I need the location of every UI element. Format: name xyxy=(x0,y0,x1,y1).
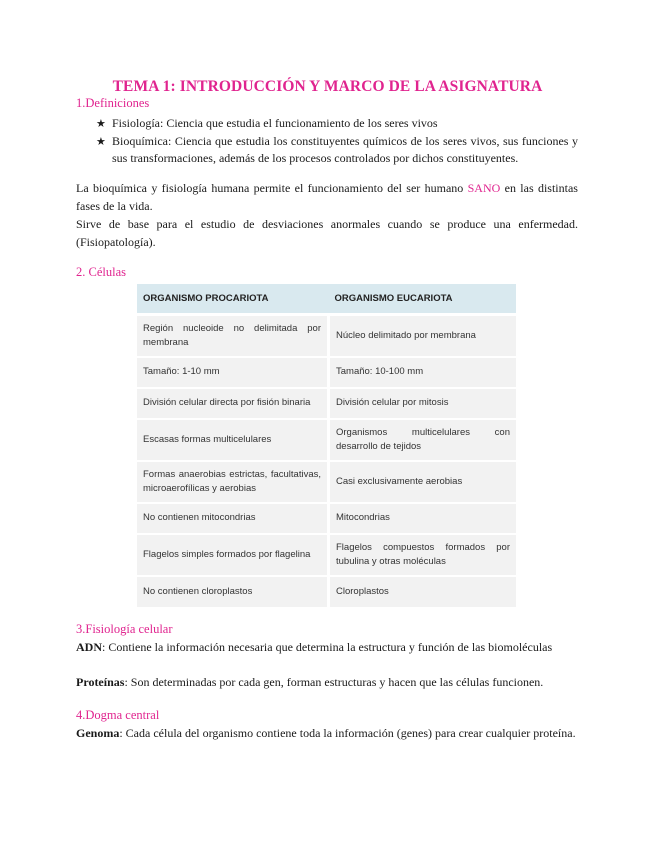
table-cell: Cloroplastos xyxy=(329,576,517,607)
paragraph-fisiopatologia: Sirve de base para el estudio de desviaciones anormales cuando se produce una enfermedad. (Fisiopatología). xyxy=(76,217,578,249)
table-header-row xyxy=(137,284,516,315)
table-row xyxy=(137,576,516,607)
table-row xyxy=(137,419,516,461)
table-cell: Organismos multicelulares con desarrollo de tejidos xyxy=(329,419,517,461)
table-row xyxy=(137,388,516,419)
section-heading-dogma-central: 4.Dogma central xyxy=(76,708,160,722)
definition-fisiologia: Fisiología: Ciencia que estudia el funcionamiento de los seres vivos xyxy=(112,116,438,130)
section-heading-celulas: 2. Células xyxy=(76,265,126,279)
sano-highlight: SANO xyxy=(467,181,501,195)
table-cell: Formas anaerobias estrictas, facultativas, microaerofílicas y aerobias xyxy=(137,461,329,503)
table-cell: Flagelos compuestos formados por tubulina y otras moléculas xyxy=(329,534,517,576)
table-cell: Tamaño: 10-100 mm xyxy=(329,357,517,388)
table-cell: División celular por mitosis xyxy=(329,388,517,419)
table-cell: No contienen mitocondrias xyxy=(137,503,329,534)
section-heading-definiciones: 1.Definiciones xyxy=(76,96,150,110)
cell-comparison-table xyxy=(137,284,516,607)
paragraph-proteinas xyxy=(76,674,578,692)
paragraph-adn xyxy=(76,639,578,657)
text-segment: : Contiene la información necesaria que determina la estructura y función de las biomoléculas xyxy=(102,640,553,654)
header-eucariota: ORGANISMO EUCARIOTA xyxy=(329,284,517,315)
table-cell: Región nucleoide no delimitada por membrana xyxy=(137,315,329,357)
text-segment: : Cada célula del organismo contiene toda la información (genes) para crear cualquier proteína. xyxy=(119,726,576,740)
table-row xyxy=(137,461,516,503)
table-cell: Casi exclusivamente aerobias xyxy=(329,461,517,503)
table-row xyxy=(137,534,516,576)
text-segment: La bioquímica y fisiología humana permite el funcionamiento del ser humano xyxy=(76,181,468,195)
table-cell: No contienen cloroplastos xyxy=(137,576,329,607)
header-procariota: ORGANISMO PROCARIOTA xyxy=(137,284,329,315)
list-item xyxy=(96,115,578,133)
star-icon: ★ xyxy=(96,117,106,130)
list-item xyxy=(96,133,578,168)
paragraph-genoma xyxy=(76,725,578,743)
definition-bioquimica: Bioquímica: Ciencia que estudia los constituyentes químicos de los seres vivos, sus funciones y sus transformaciones, además de los procesos controlados por dichos constituyentes. xyxy=(112,133,578,165)
star-icon: ★ xyxy=(96,134,106,148)
table-cell: Tamaño: 1-10 mm xyxy=(137,357,329,388)
paragraph-sano xyxy=(76,180,578,215)
term-genoma: Genoma xyxy=(76,726,120,740)
table-cell: Escasas formas multicelulares xyxy=(137,419,329,461)
table-cell: División celular directa por fisión binaria xyxy=(137,388,329,419)
term-adn: ADN xyxy=(76,640,102,654)
table-row xyxy=(137,357,516,388)
text-segment: : Son determinadas por cada gen, forman estructuras y hacen que las células funcionen. xyxy=(124,675,544,689)
definitions-list xyxy=(96,115,578,168)
page-title: TEMA 1: INTRODUCCIÓN Y MARCO DE LA ASIGNATURA xyxy=(112,78,543,95)
term-proteinas: Proteínas xyxy=(76,675,125,689)
table-cell: Mitocondrias xyxy=(329,503,517,534)
text-segment: en las distintas fases de la vida. xyxy=(76,181,578,213)
table-row xyxy=(137,503,516,534)
table-cell: Flagelos simples formados por flagelina xyxy=(137,534,329,576)
table-cell: Núcleo delimitado por membrana xyxy=(329,315,517,357)
table-row xyxy=(137,315,516,357)
section-heading-fisiologia-celular: 3.Fisiología celular xyxy=(76,622,173,636)
